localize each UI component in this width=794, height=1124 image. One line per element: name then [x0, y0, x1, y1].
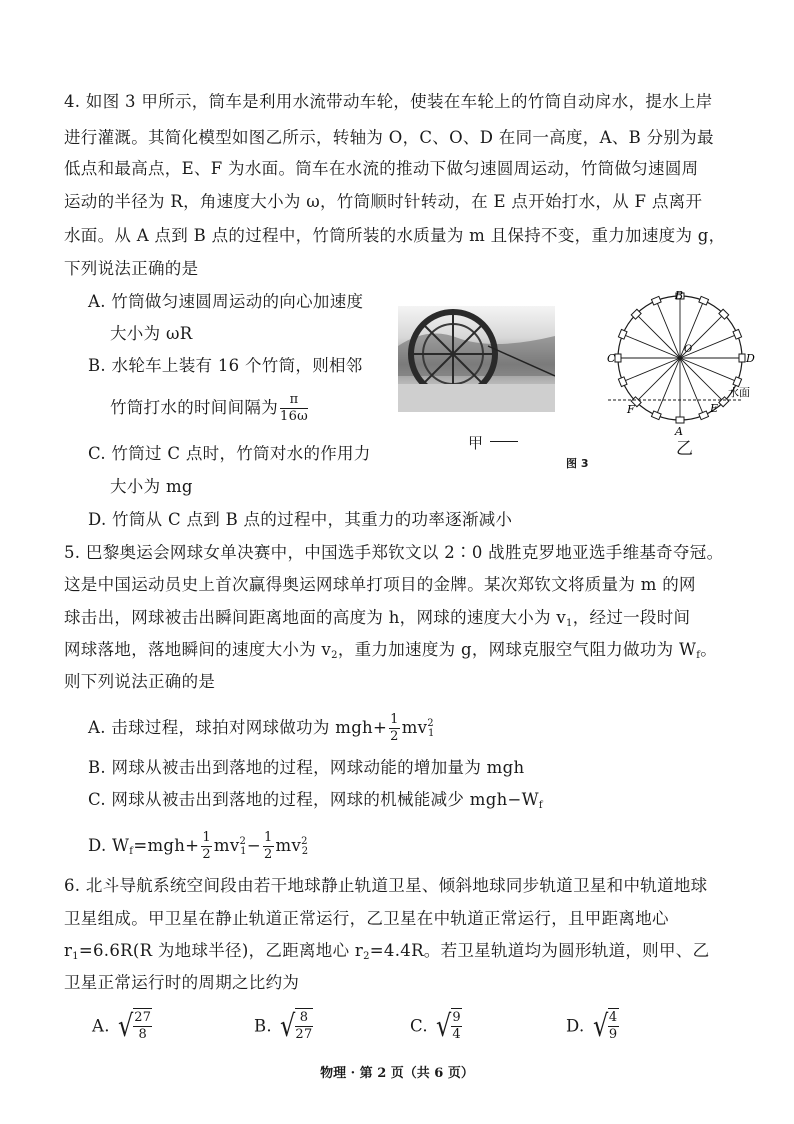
- point-c-label: C: [607, 352, 616, 365]
- q5-option-c-text: C. 网球从被击出到落地的过程，网球的机械能减少 mgh−W: [88, 790, 539, 809]
- q6-line-3-r1: r: [64, 941, 73, 960]
- q5-option-d-sq2: 2: [301, 836, 308, 847]
- q5-option-d-half-1-den: 2: [202, 847, 211, 862]
- q6-option-c-label: C.: [410, 1016, 428, 1036]
- figure-caption: 图 3: [566, 457, 589, 470]
- bamboo-bucket: [651, 411, 661, 420]
- figure-label-jia: 甲: [468, 434, 484, 452]
- q4-option-c-line-2: 大小为 mg: [110, 477, 193, 496]
- q5-option-a-half: [389, 712, 400, 745]
- q4-option-c-line-1: C. 竹筒过 C 点时，竹筒对水的作用力: [88, 444, 371, 463]
- q4-option-b-line-1: B. 水轮车上装有 16 个竹筒，则相邻: [88, 356, 363, 375]
- q4-option-a-line-1: A. 竹筒做匀速圆周运动的向心加速度: [88, 292, 364, 311]
- q5-option-d-half-2-num: 1: [263, 830, 273, 845]
- q6-line-3-sub2: 2: [363, 951, 370, 962]
- q5-line-3-sub: 1: [566, 618, 573, 629]
- q6-option-b-den: 27: [295, 1027, 313, 1042]
- wheel-spoke: [636, 358, 680, 402]
- bamboo-bucket: [676, 417, 684, 423]
- q6-line-3-text-b: =6.6R(R 为地球半径)，乙距离地心 r: [78, 941, 364, 960]
- point-b-label: B: [675, 289, 684, 302]
- q5-line-5: 则下列说法正确的是: [64, 672, 216, 691]
- q4-option-b-fraction: [280, 392, 308, 425]
- q5-option-d-mv2: mv: [275, 836, 302, 855]
- point-f-label: F: [627, 403, 635, 416]
- q6-line-2: 卫星组成。甲卫星在静止轨道正常运行，乙卫星在中轨道正常运行，且甲距离地心: [64, 909, 669, 928]
- q5-option-b: B. 网球从被击出到落地的过程，网球动能的增加量为 mgh: [88, 758, 525, 777]
- bamboo-bucket: [699, 296, 709, 305]
- q5-option-d-sub2: 2: [301, 846, 309, 857]
- q4-line-1: 4. 如图 3 甲所示，筒车是利用水流带动车轮，使装在车轮上的竹筒自动戽水，提水上岸: [64, 92, 713, 111]
- q6-line-3-sub1: 1: [72, 951, 79, 962]
- q5-option-d-sub-f: f: [129, 846, 134, 857]
- q6-line-3: [64, 939, 709, 969]
- water-surface-label: 水面: [728, 386, 750, 399]
- q6-option-b: [254, 1008, 315, 1046]
- q5-option-d-half-2-den: 2: [263, 847, 273, 862]
- q4-option-b-line-2: [110, 392, 310, 425]
- q5-option-d-minus: −: [246, 836, 261, 855]
- q4-option-b-denominator: 16ω: [280, 409, 309, 424]
- q5-option-c-sub: f: [538, 800, 543, 811]
- q5-option-a-text: A. 击球过程，球拍对网球做功为 mgh+: [88, 718, 388, 737]
- q6-option-c-num: 9: [452, 1010, 461, 1025]
- page-footer: 物理 · 第 2 页（共 6 页）: [320, 1066, 474, 1081]
- q5-option-d-mv1: mv: [213, 836, 240, 855]
- q4-line-5: 水面。从 A 点到 B 点的过程中，竹筒所装的水质量为 m 且保持不变，重力加速度为 g，: [64, 226, 726, 245]
- q6-option-a-label: A.: [92, 1016, 110, 1036]
- q4-line-3: 低点和最高点，E、F 为水面。筒车在水流的推动下做匀速圆周运动，竹筒做匀速圆周: [64, 159, 699, 178]
- q6-option-d-num: 4: [608, 1010, 618, 1025]
- q4-line-4: 运动的半径为 R，角速度大小为 ω，竹筒顺时针转动，在 E 点开始打水，从 F 点离开: [64, 192, 703, 211]
- point-o-label: O: [684, 344, 693, 355]
- q5-option-a: [88, 712, 435, 746]
- q5-option-a-half-num: 1: [390, 712, 399, 727]
- q5-option-a-sub: 1: [427, 728, 435, 739]
- q5-line-3-text-a: 球击出，网球被击出瞬间距离地面的高度为 h，网球的速度大小为 v: [64, 608, 567, 627]
- q5-option-d-half-1: [201, 830, 212, 863]
- q5-line-4-sub-v2: 2: [331, 650, 338, 661]
- q5-line-4-text-c: 。: [700, 640, 718, 659]
- q5-option-d-sub1: 1: [240, 846, 247, 857]
- q6-option-a: [92, 1008, 154, 1046]
- point-e-label: E: [710, 402, 719, 415]
- q6-line-3-text-c: =4.4R。若卫星轨道均为圆形轨道，则甲、乙: [369, 941, 710, 960]
- waterwheel-photo: [398, 306, 555, 412]
- wheel-spoke: [680, 358, 724, 402]
- q5-option-d-w: D. W: [88, 836, 130, 855]
- point-a-label: A: [675, 425, 683, 438]
- bamboo-bucket: [651, 296, 661, 305]
- q6-option-d: [566, 1008, 621, 1046]
- q4-line-2: 进行灌溉。其简化模型如图乙所示，转轴为 O，C、O、D 在同一高度，A、B 分别为最: [64, 128, 714, 147]
- q4-option-d: D. 竹筒从 C 点到 B 点的过程中，其重力的功率逐渐减小: [88, 510, 513, 529]
- q5-line-1: 5. 巴黎奥运会网球女单决赛中，中国选手郑钦文以 2∶0 战胜克罗地亚选手维基奇夺冠。: [64, 543, 724, 562]
- q6-option-c: [410, 1008, 464, 1046]
- q6-line-1: 6. 北斗导航系统空间段由若干地球静止轨道卫星、倾斜地球同步轨道卫星和中轨道地球: [64, 876, 708, 895]
- bamboo-bucket: [739, 354, 745, 362]
- q6-option-b-num: 8: [295, 1010, 312, 1027]
- bamboo-bucket: [733, 329, 742, 339]
- q5-line-4-text-a: 网球落地，落地瞬间的速度大小为 v: [64, 640, 332, 659]
- q4-line-6: 下列说法正确的是: [64, 259, 199, 278]
- q6-option-a-num: 27: [134, 1010, 152, 1025]
- bamboo-bucket: [699, 411, 709, 420]
- q5-option-a-mv: mv: [401, 718, 428, 737]
- figure-label-yi: 乙: [676, 439, 693, 459]
- q5-line-4: [64, 638, 717, 668]
- bamboo-bucket: [615, 354, 621, 362]
- q6-option-d-den: 9: [608, 1027, 618, 1042]
- figure-label-jia-line: [490, 441, 518, 442]
- q6-option-d-sqrt: √ $\frac{4}{9}$: [592, 1009, 618, 1044]
- q5-line-2: 这是中国运动员史上首次赢得奥运网球单打项目的金牌。某次郑钦文将质量为 m 的网: [64, 575, 696, 594]
- q5-option-d-half-2: [263, 830, 274, 863]
- q5-option-a-sq: 2: [427, 718, 434, 729]
- q4-option-b-text: 竹筒打水的时间间隔为: [110, 398, 278, 417]
- q5-option-c: [88, 788, 543, 818]
- q5-option-d-mid: =mgh+: [133, 836, 200, 855]
- wheel-spoke: [636, 314, 680, 358]
- q5-line-3-text-b: ，经过一段时间: [572, 608, 691, 627]
- q4-option-a-line-2: 大小为 ωR: [110, 324, 193, 343]
- q6-option-b-sqrt: √ $\frac{8}{27}$: [279, 1009, 313, 1044]
- q6-option-a-sqrt: √ $\frac{27}{8}$: [117, 1009, 152, 1044]
- q6-line-4: 卫星正常运行时的周期之比约为: [64, 973, 300, 992]
- q5-line-4-text-b: ，重力加速度为 g，网球克服空气阻力做功为 W: [337, 640, 697, 659]
- bamboo-bucket: [618, 329, 627, 339]
- waterwheel-diagram: [598, 286, 768, 456]
- q5-option-d: [88, 830, 308, 864]
- q5-option-d-sq1: 2: [239, 836, 247, 847]
- q6-option-d-label: D.: [566, 1016, 585, 1036]
- waterwheel-photo-drawing: [398, 306, 555, 412]
- q6-option-a-den: 8: [138, 1027, 148, 1042]
- q4-option-b-numerator: π: [280, 392, 308, 409]
- q6-option-b-label: B.: [254, 1016, 272, 1036]
- bamboo-bucket: [618, 377, 627, 387]
- q5-option-d-half-1-num: 1: [202, 830, 211, 845]
- q5-line-3: [64, 606, 690, 636]
- q5-line-4-sub-f: f: [696, 650, 701, 661]
- q5-option-a-half-den: 2: [390, 729, 399, 744]
- point-d-label: D: [746, 352, 755, 365]
- q6-option-c-den: 4: [452, 1027, 461, 1042]
- q6-option-c-sqrt: √ $\frac{9}{4}$: [435, 1009, 461, 1044]
